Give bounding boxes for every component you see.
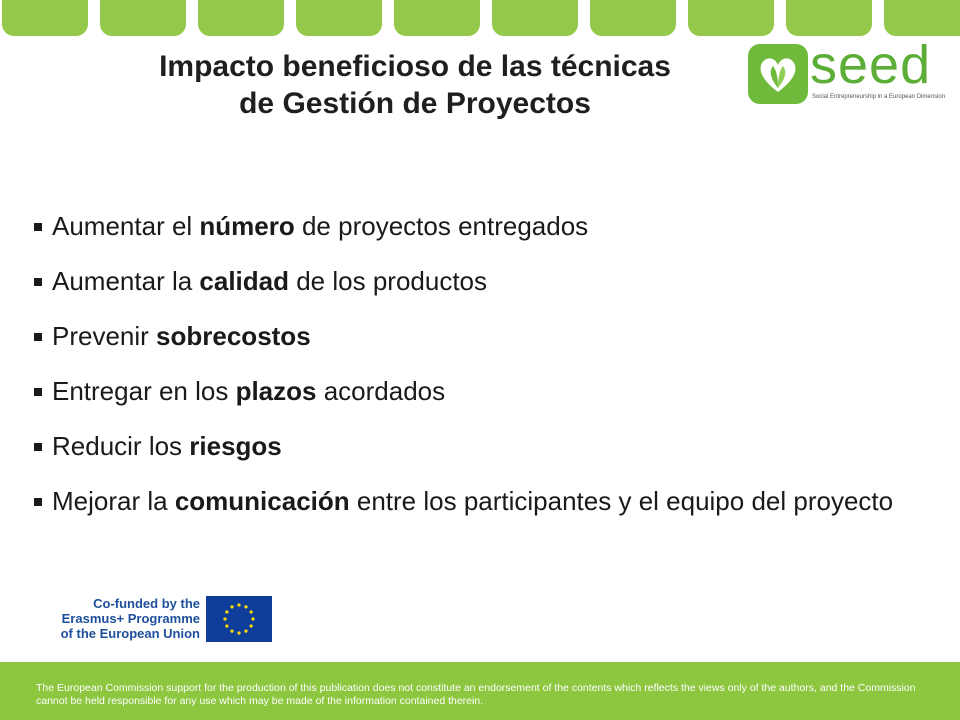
eu-star xyxy=(230,630,233,633)
title-line-2: de Gestión de Proyectos xyxy=(239,87,591,120)
bullet-square-icon xyxy=(34,443,42,451)
bullet-text: de los productos xyxy=(289,266,488,296)
cofund-line: Erasmus+ Programme xyxy=(61,611,200,626)
cofund-line: of the European Union xyxy=(60,626,200,641)
bullet-square-icon xyxy=(34,388,42,396)
bullet-square-icon xyxy=(34,278,42,286)
top-tab xyxy=(492,0,578,36)
bullet-text: Reducir los xyxy=(52,431,190,461)
seed-logo xyxy=(748,35,946,108)
eu-star xyxy=(223,617,226,620)
bullet-keyword: riesgos xyxy=(189,431,282,461)
list-item xyxy=(34,265,914,297)
footer-bar xyxy=(0,662,960,720)
bullet-keyword: sobrecostos xyxy=(156,321,311,351)
eu-flag-icon xyxy=(206,596,272,642)
eu-star xyxy=(250,624,253,627)
top-tab xyxy=(688,0,774,36)
bullet-keyword: número xyxy=(199,211,295,241)
top-tab xyxy=(2,0,88,36)
bullet-keyword: comunicación xyxy=(174,486,350,516)
title-line-1: Impacto beneficioso de las técnicas xyxy=(159,50,671,83)
top-tab xyxy=(786,0,872,36)
top-tab xyxy=(884,0,960,36)
top-tab xyxy=(198,0,284,36)
eu-star xyxy=(237,603,240,606)
erasmus-cofund-badge xyxy=(40,596,280,646)
heart-leaf-icon xyxy=(748,44,808,104)
bullet-text: Aumentar el xyxy=(52,211,200,241)
cofund-text xyxy=(40,596,200,641)
top-tab xyxy=(394,0,480,36)
cofund-line: Co-funded by the xyxy=(93,596,200,611)
eu-star xyxy=(225,610,228,613)
bullet-square-icon xyxy=(34,498,42,506)
eu-star xyxy=(244,605,247,608)
list-item xyxy=(34,430,914,462)
eu-star xyxy=(225,624,228,627)
list-item xyxy=(34,320,914,352)
top-tab xyxy=(590,0,676,36)
list-item xyxy=(34,210,914,242)
bullet-keyword: calidad xyxy=(199,266,289,296)
eu-star xyxy=(244,630,247,633)
eu-star xyxy=(251,617,254,620)
bullet-text: Mejorar la xyxy=(52,486,175,516)
bullet-square-icon xyxy=(34,333,42,341)
bullet-text: entre los participantes y el equipo del proyecto xyxy=(349,486,894,516)
top-tab xyxy=(296,0,382,36)
benefits-list xyxy=(34,210,914,540)
eu-star xyxy=(230,605,233,608)
bullet-text: de proyectos entregados xyxy=(294,211,589,241)
bullet-keyword: plazos xyxy=(235,376,317,406)
bullet-text: Aumentar la xyxy=(52,266,200,296)
footer-disclaimer: The European Commission support for the production of this publication does not constitute an endorsement of the contents which reflects the views only of the authors, and the Commission cannot be held responsible for any use which may be made of the information contained therein. xyxy=(36,682,916,707)
bullet-text: Prevenir xyxy=(52,321,157,351)
logo-wordmark: seed xyxy=(810,35,932,95)
eu-star xyxy=(237,631,240,634)
logo-tagline: Social Entrepreneurship in a European Dimension xyxy=(812,94,946,100)
list-item xyxy=(34,375,914,407)
bullet-square-icon xyxy=(34,223,42,231)
list-item xyxy=(34,485,914,517)
page-title xyxy=(120,48,710,122)
bullet-text: acordados xyxy=(316,376,446,406)
eu-star xyxy=(250,610,253,613)
top-tab xyxy=(100,0,186,36)
bullet-text: Entregar en los xyxy=(52,376,236,406)
